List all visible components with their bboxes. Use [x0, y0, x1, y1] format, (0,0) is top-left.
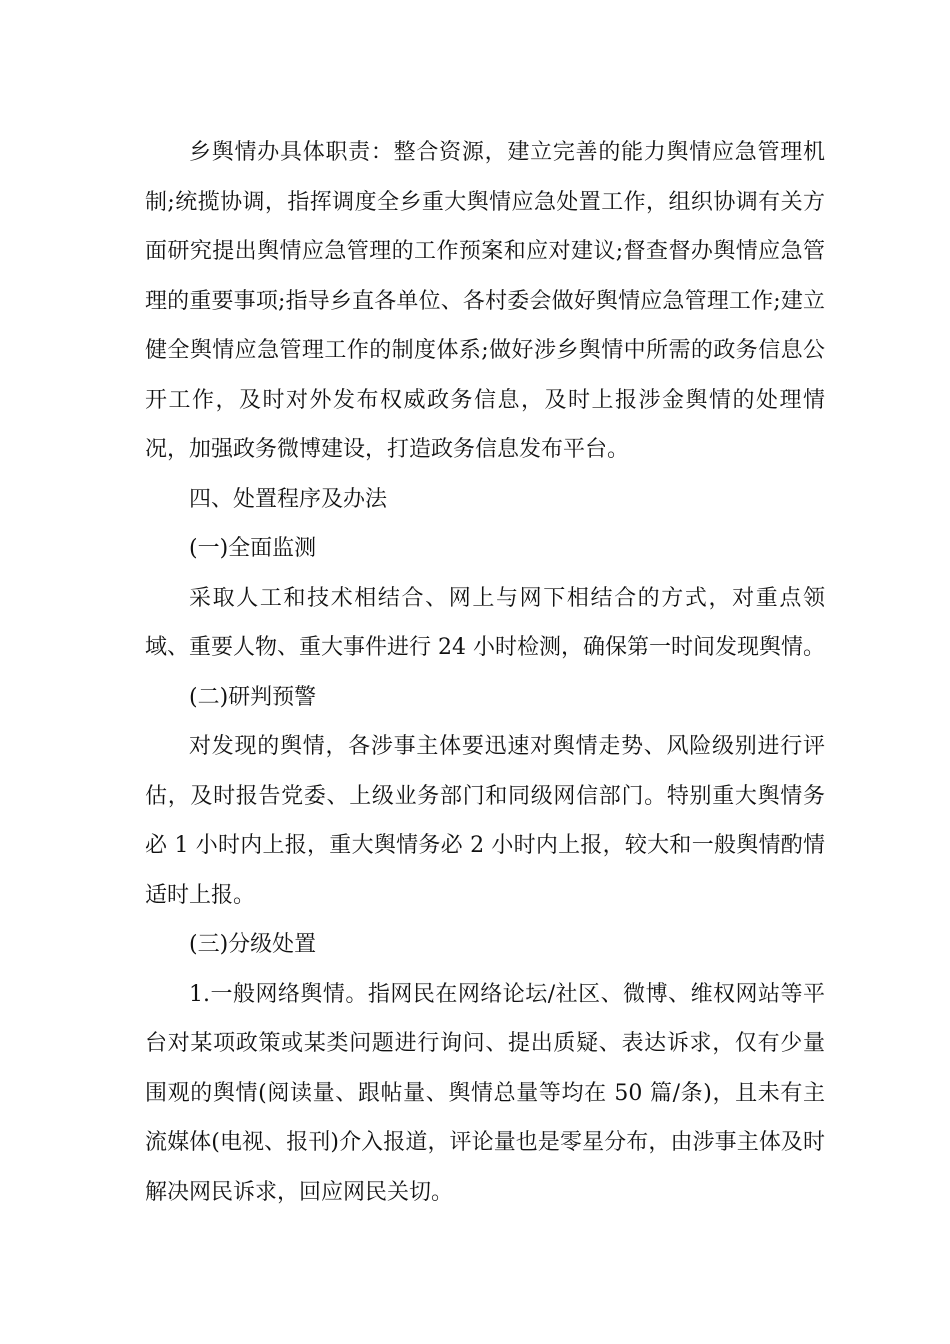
subheading-assessment: (二)研判预警 [189, 684, 317, 710]
document-body [145, 128, 825, 1217]
paragraph-assessment: 对发现的舆情，各涉事主体要迅速对舆情走势、风险级别进行评估，及时报告党委、上级业务部门和同级网信部门。特别重大舆情务必 1 小时内上报，重大舆情务必 2 小时内上报，较大和一般舆情酌情适时上报。 [145, 734, 825, 908]
subheading-monitoring: (一)全面监测 [189, 536, 317, 561]
paragraph-general-opinion: 1.一般网络舆情。指网民在网络论坛/社区、微博、维权网站等平台对某项政策或某类问题进行询问、提出质疑、表达诉求，仅有少量围观的舆情(阅读量、跟帖量、舆情总量等均在 50 篇/条)，且未有主流媒体(电视、报刊)介入报道，评论量也是零星分布，由涉事主体及时解决网民诉求，回应网民关切。 [145, 981, 825, 1205]
paragraph-duties: 乡舆情办具体职责：整合资源，建立完善的能力舆情应急管理机制;统揽协调，指挥调度全乡重大舆情应急处置工作，组织协调有关方面研究提出舆情应急管理的工作预案和应对建议;督查督办舆情应急管理的重要事项;指导乡直各单位、各村委会做好舆情应急管理工作;建立健全舆情应急管理工作的制度体系;做好涉乡舆情中所需的政务信息公开工作，及时对外发布权威政务信息，及时上报涉金舆情的处理情况，加强政务微博建设，打造政务信息发布平台。 [145, 140, 825, 462]
paragraph-monitoring: 采取人工和技术相结合、网上与网下相结合的方式，对重点领域、重要人物、重大事件进行 24 小时检测，确保第一时间发现舆情。 [145, 585, 825, 660]
section-heading-procedures: 四、处置程序及办法 [189, 486, 388, 512]
subheading-grading: (三)分级处置 [189, 932, 317, 957]
